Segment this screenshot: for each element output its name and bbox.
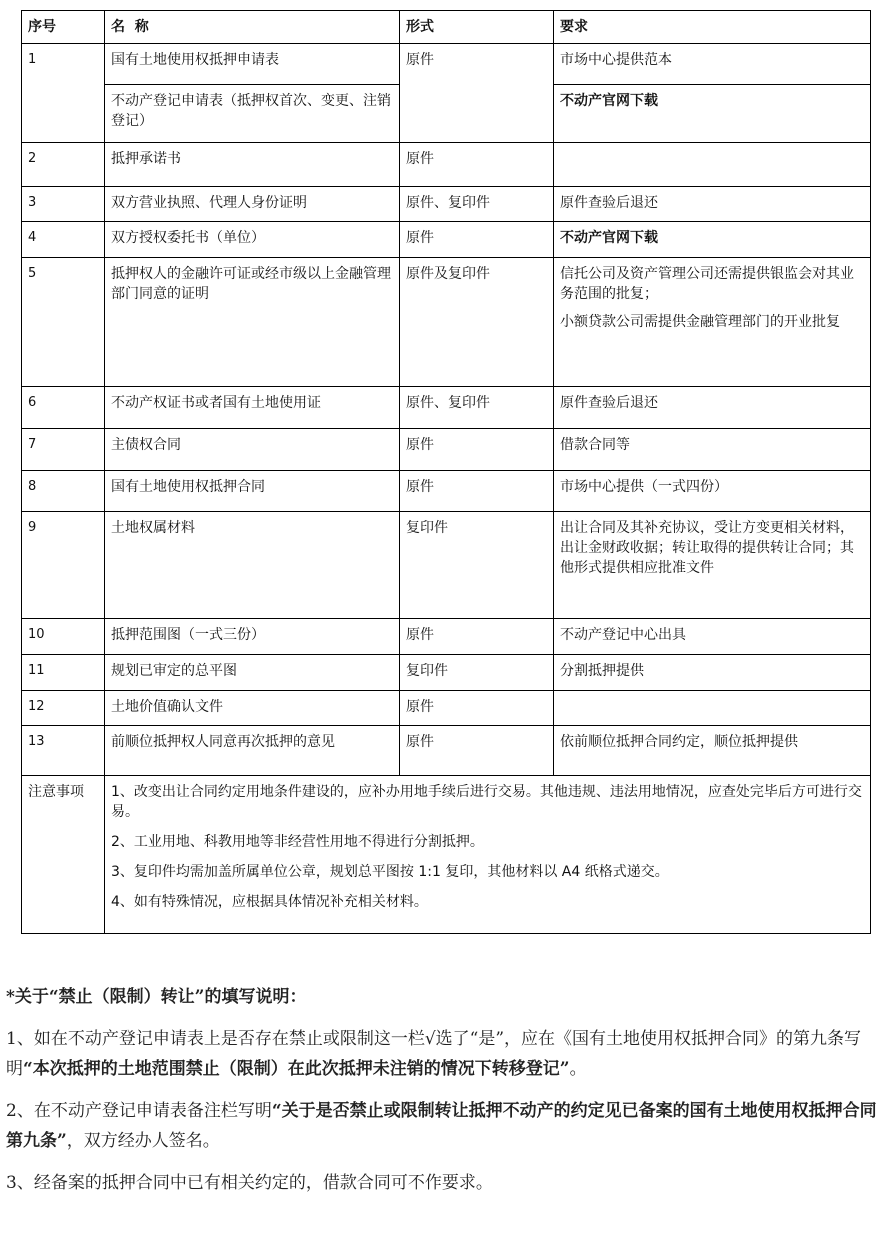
instruction-item: 3、经备案的抵押合同中已有相关约定的，借款合同可不作要求。 (6, 1173, 493, 1193)
row-form: 原件及复印件 (400, 258, 554, 387)
row-name: 双方授权委托书（单位） (105, 222, 400, 258)
row-name: 国有土地使用权抵押申请表 (105, 44, 400, 85)
instruction-text: 1、如在不动产登记申请表上是否存在禁止或限制这一栏√选了“是”，应在《国有土地使用权抵押合同》的第九条写明 (6, 1029, 862, 1079)
notes-cell (105, 776, 871, 934)
row-name: 国有土地使用权抵押合同 (105, 471, 400, 512)
table-row (22, 726, 871, 776)
row-form: 原件 (400, 143, 554, 187)
row-num: 7 (22, 429, 105, 471)
instruction-text: 。 (569, 1059, 587, 1079)
row-num: 5 (22, 258, 105, 387)
notes-row (22, 776, 871, 934)
table-row (22, 691, 871, 726)
row-req: 不动产登记中心出具 (554, 619, 871, 655)
row-req: 市场中心提供范本 (554, 44, 871, 85)
row-name: 抵押权人的金融许可证或经市级以上金融管理部门同意的证明 (105, 258, 400, 387)
row-num: 2 (22, 143, 105, 187)
row-name: 抵押承诺书 (105, 143, 400, 187)
instruction-item (6, 1024, 882, 1084)
table-row (22, 143, 871, 187)
header-req: 要求 (554, 11, 871, 44)
row-num: 9 (22, 512, 105, 619)
table-row (22, 387, 871, 429)
table-header-row (22, 11, 871, 44)
fill-instructions (6, 982, 882, 1210)
table-row (22, 655, 871, 691)
row-req: 不动产官网下载 (554, 222, 871, 258)
instruction-emphasis: “关于是否禁止或限制转让抵押不动产的约定见已备案的国有土地使用权抵押合同第九条” (6, 1101, 877, 1151)
header-form: 形式 (400, 11, 554, 44)
row-form: 原件 (400, 44, 554, 143)
notes-label: 注意事项 (22, 776, 105, 934)
row-name: 抵押范围图（一式三份） (105, 619, 400, 655)
materials-table (21, 10, 871, 934)
row-req: 借款合同等 (554, 429, 871, 471)
row-req: 分割抵押提供 (554, 655, 871, 691)
row-name: 不动产登记申请表（抵押权首次、变更、注销登记） (105, 85, 400, 143)
row-req: 依前顺位抵押合同约定，顺位抵押提供 (554, 726, 871, 776)
row-req: 出让合同及其补充协议，受让方变更相关材料，出让金财政收据；转让取得的提供转让合同；其他形式提供相应批准文件 (554, 512, 871, 619)
table-row (22, 619, 871, 655)
instruction-text: 2、在不动产登记申请表备注栏写明 (6, 1101, 272, 1121)
table-row (22, 471, 871, 512)
row-req: 原件查验后退还 (554, 387, 871, 429)
row-name: 双方营业执照、代理人身份证明 (105, 187, 400, 222)
row-req-para: 小额贷款公司需提供金融管理部门的开业批复 (560, 314, 840, 330)
row-form: 原件 (400, 429, 554, 471)
note-item: 4、如有特殊情况，应根据具体情况补充相关材料。 (111, 894, 428, 910)
row-num: 13 (22, 726, 105, 776)
row-req-para: 信托公司及资产管理公司还需提供银监会对其业务范围的批复； (560, 266, 854, 302)
row-name: 主债权合同 (105, 429, 400, 471)
instruction-emphasis: “本次抵押的土地范围禁止（限制）在此次抵押未注销的情况下转移登记” (23, 1059, 570, 1079)
header-name: 名 称 (105, 11, 400, 44)
row-form: 原件 (400, 471, 554, 512)
note-item: 1、改变出让合同约定用地条件建设的，应补办用地手续后进行交易。其他违规、违法用地情况，应查处完毕后方可进行交易。 (111, 784, 862, 820)
table-row (22, 258, 871, 387)
row-name: 规划已审定的总平图 (105, 655, 400, 691)
row-form: 原件 (400, 222, 554, 258)
row-name: 不动产权证书或者国有土地使用证 (105, 387, 400, 429)
row-req (554, 691, 871, 726)
row-name: 前顺位抵押权人同意再次抵押的意见 (105, 726, 400, 776)
instruction-item (6, 1096, 882, 1156)
row-form: 原件 (400, 726, 554, 776)
row-num: 6 (22, 387, 105, 429)
row-form: 复印件 (400, 512, 554, 619)
row-req (554, 143, 871, 187)
instructions-title: *关于“禁止（限制）转让”的填写说明： (6, 987, 307, 1007)
table-row (22, 187, 871, 222)
header-num: 序号 (22, 11, 105, 44)
table-row (22, 222, 871, 258)
row-num: 3 (22, 187, 105, 222)
row-num: 1 (22, 44, 105, 143)
row-num: 11 (22, 655, 105, 691)
row-req: 市场中心提供（一式四份） (554, 471, 871, 512)
table-row (22, 429, 871, 471)
row-form: 原件、复印件 (400, 387, 554, 429)
row-num: 10 (22, 619, 105, 655)
row-form: 复印件 (400, 655, 554, 691)
row-req: 不动产官网下载 (554, 85, 871, 143)
row-form: 原件、复印件 (400, 187, 554, 222)
note-item: 3、复印件均需加盖所属单位公章，规划总平图按 1:1 复印，其他材料以 A4 纸格式递交。 (111, 864, 669, 880)
row-req: 原件查验后退还 (554, 187, 871, 222)
row-name: 土地权属材料 (105, 512, 400, 619)
row-num: 4 (22, 222, 105, 258)
row-num: 12 (22, 691, 105, 726)
row-form: 原件 (400, 691, 554, 726)
note-item: 2、工业用地、科教用地等非经营性用地不得进行分割抵押。 (111, 834, 484, 850)
table-row (22, 44, 871, 85)
instruction-text: ，双方经办人签名。 (66, 1131, 220, 1151)
row-num: 8 (22, 471, 105, 512)
row-name: 土地价值确认文件 (105, 691, 400, 726)
row-form: 原件 (400, 619, 554, 655)
table-row (22, 512, 871, 619)
row-req (554, 258, 871, 387)
